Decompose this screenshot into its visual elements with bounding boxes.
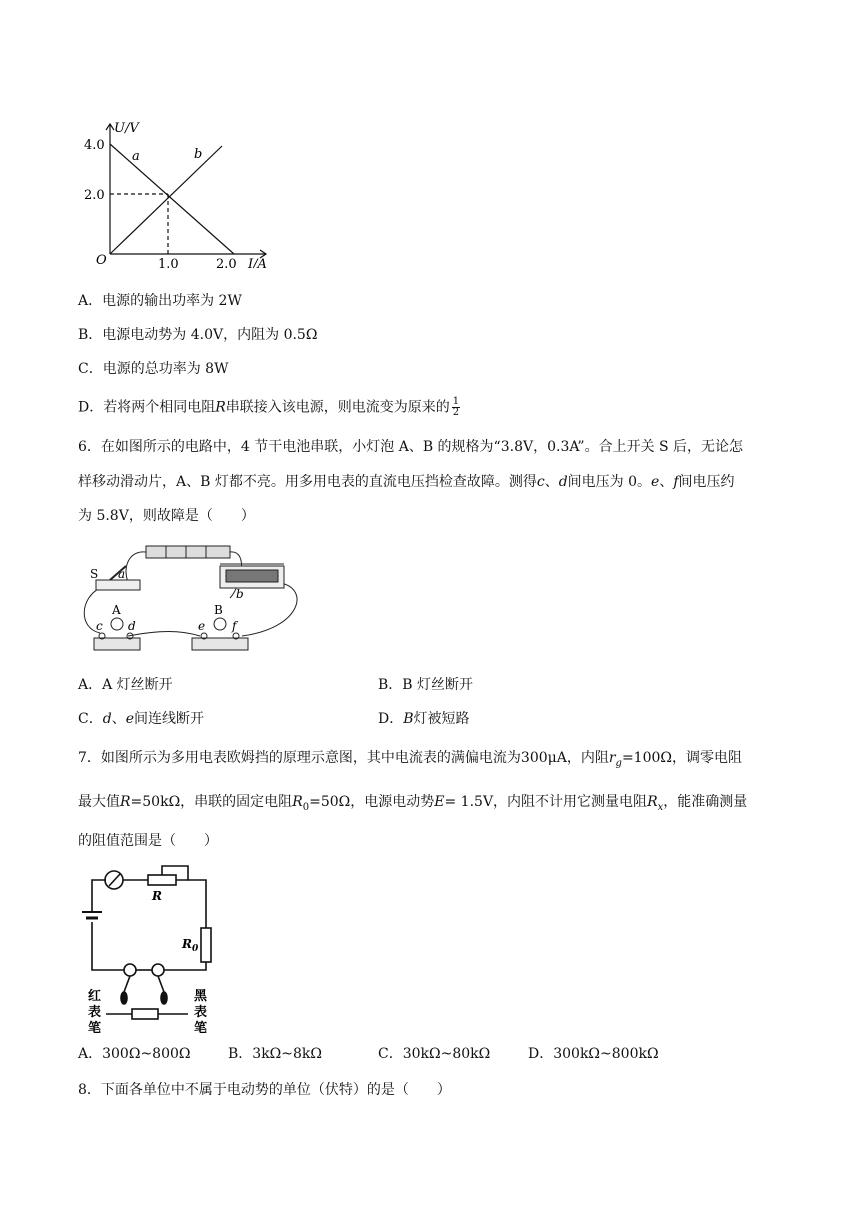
- label-red-probe-3: 笔: [88, 1021, 102, 1036]
- q5-option-b: B．电源电动势为 4.0V，内阻为 0.5Ω: [78, 327, 318, 343]
- label-black-probe-2: 表: [194, 1005, 208, 1020]
- label-d: d: [128, 619, 136, 633]
- label-black-probe-1: 黑: [194, 989, 208, 1004]
- q7-line-3: 的阻值范围是（ ）: [78, 833, 218, 849]
- q5-option-c: C．电源的总功率为 8W: [78, 361, 229, 377]
- q6-line-1: 6．在如图所示的电路中，4 节干电池串联，小灯泡 A、B 的规格为“3.8V，0.3A”。合上开关 S 后，无论怎: [78, 439, 744, 455]
- label-black-probe-3: 笔: [194, 1021, 208, 1036]
- q6-option-a: A．A 灯丝断开: [78, 677, 173, 693]
- label-e: e: [198, 619, 206, 633]
- origin-label: O: [96, 253, 107, 268]
- q6-option-b: B．B 灯丝断开: [378, 677, 474, 693]
- q6-circuit-figure: [70, 538, 310, 662]
- q5-option-a: A．电源的输出功率为 2W: [78, 293, 242, 309]
- line-a-label: a: [132, 149, 140, 164]
- label-b: b: [236, 587, 244, 601]
- q5-option-d: D．若将两个相同电阻R串联接入该电源，则电流变为原来的 $\frac{1}{2}$: [78, 396, 460, 418]
- y-axis-label: U/V: [114, 121, 139, 136]
- label-S: S: [90, 567, 99, 581]
- label-R0: $R_0$: [182, 937, 199, 954]
- q7-option-b: B．3kΩ~8kΩ: [228, 1046, 323, 1062]
- y-tick-2: 2.0: [84, 188, 105, 203]
- q7-line-2: 最大值R=50kΩ，串联的固定电阻$R_0=50\Omega$，电源电动势E= 1.5V，内阻不计用它测量电阻$R_x$，能准确测量: [78, 794, 748, 813]
- q7-line-1: 7．如图所示为多用电表欧姆挡的原理示意图，其中电流表的满偏电流为300μA，内阻$r_g=100\Omega$，调零电阻: [78, 750, 743, 769]
- q6-line-3: 为 5.8V，则故障是（ ）: [78, 508, 255, 524]
- label-red-probe-2: 表: [88, 1005, 102, 1020]
- label-a: a: [118, 567, 126, 581]
- u-i-graph: [80, 118, 280, 268]
- q7-option-c: C．30kΩ~80kΩ: [378, 1046, 491, 1062]
- label-R: R: [152, 889, 162, 903]
- label-red-probe-1: 红: [88, 989, 102, 1004]
- q7-ohmmeter-figure: [76, 860, 226, 1038]
- q6-option-d: D．B灯被短路: [378, 711, 470, 727]
- line-a: [110, 144, 234, 254]
- label-f: f: [232, 619, 237, 633]
- x-axis-label: I/A: [248, 257, 267, 268]
- q6-option-c: C．d、e间连线断开: [78, 711, 204, 727]
- label-c: c: [96, 619, 103, 633]
- y-tick-4: 4.0: [84, 138, 105, 153]
- fraction-one-half: $\frac{1}{2}$: [452, 396, 460, 418]
- label-A: A: [112, 603, 121, 617]
- q8-line-1: 8．下面各单位中不属于电动势的单位（伏特）的是（ ）: [78, 1082, 451, 1098]
- q6-line-2: 样移动滑动片，A、B 灯都不亮。用多用电表的直流电压挡检查故障。测得c、d间电压为 0。e、f间电压约: [78, 474, 735, 490]
- label-B: B: [214, 603, 223, 617]
- x-tick-1: 1.0: [158, 257, 179, 268]
- line-b-label: b: [194, 147, 203, 162]
- q7-option-a: A．300Ω~800Ω: [78, 1046, 191, 1062]
- q7-option-d: D．300kΩ~800kΩ: [528, 1046, 659, 1062]
- x-tick-2: 2.0: [216, 257, 237, 268]
- line-b: [110, 146, 222, 254]
